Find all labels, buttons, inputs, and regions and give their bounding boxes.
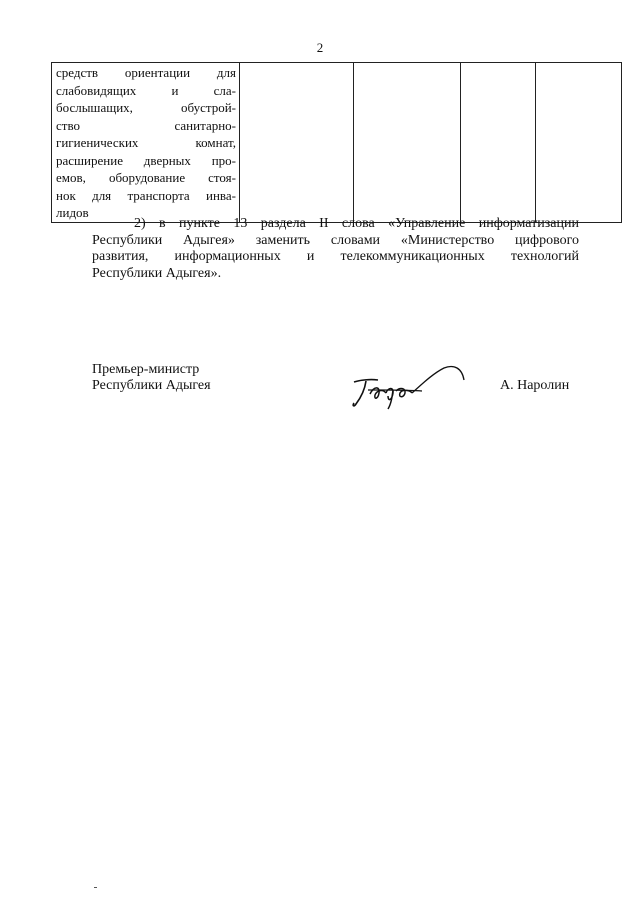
cell-text-line: бослышащих, обустрой- bbox=[56, 100, 236, 115]
cell-text-line: слабовидящих и сла- bbox=[56, 82, 236, 98]
scan-artifact bbox=[94, 887, 97, 888]
amendment-paragraph bbox=[92, 216, 579, 282]
signer-position-line: Премьер-министр bbox=[92, 362, 200, 377]
signer-position bbox=[92, 362, 211, 394]
empty-cell bbox=[354, 63, 461, 223]
cell-text-line: расширение дверных про- bbox=[56, 152, 236, 168]
amendment-line: развития, информационных и телекоммуникационных технологий bbox=[92, 249, 579, 264]
amendment-line: Республики Адыгея» заменить словами «Министерство цифрового bbox=[92, 232, 579, 248]
cell-text-line: ство санитарно- bbox=[56, 117, 236, 133]
cell-text-line: емов, оборудование стоя- bbox=[56, 170, 236, 185]
empty-cell bbox=[240, 63, 354, 223]
description-cell bbox=[52, 63, 240, 223]
empty-cell bbox=[536, 63, 622, 223]
amendment-line: Республики Адыгея». bbox=[92, 265, 222, 281]
cell-text-line: лидов bbox=[56, 205, 89, 220]
table-row bbox=[52, 63, 622, 223]
signer-name: А. Наролин bbox=[500, 378, 570, 393]
cell-text-line: гигиенических комнат, bbox=[56, 135, 236, 150]
cell-text-line: средств ориентации для bbox=[56, 65, 236, 80]
empty-cell bbox=[461, 63, 536, 223]
amendment-line: 2) в пункте 13 раздела II слова «Управление информатизации bbox=[134, 216, 579, 231]
handwritten-signature bbox=[348, 360, 468, 410]
signer-position-line: Республики Адыгея bbox=[92, 378, 211, 393]
cell-text-line: нок для транспорта инва- bbox=[56, 187, 236, 203]
page-number: 2 bbox=[316, 40, 324, 55]
continuation-table bbox=[51, 62, 622, 223]
